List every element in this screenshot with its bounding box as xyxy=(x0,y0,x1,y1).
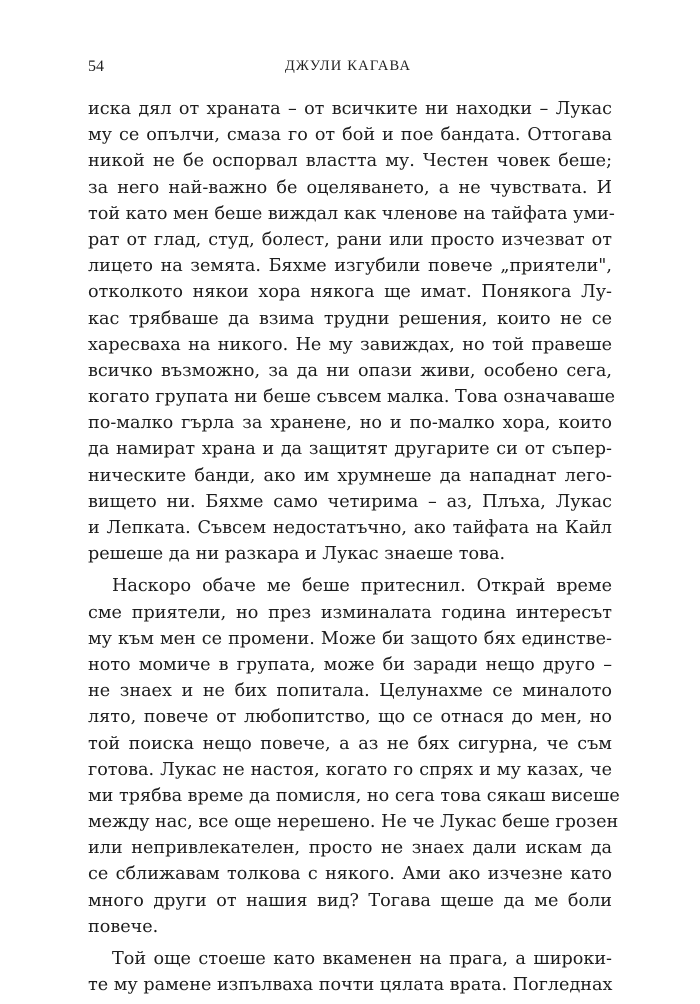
text-line: да намират храна и да защитят другарите си от съпер- xyxy=(88,439,612,460)
text-line: кас трябваше да взима трудни решения, които не се xyxy=(88,308,612,329)
body-text xyxy=(88,96,620,1004)
text-line: те му рамене изпълваха почти цялата врата. Погледнах xyxy=(88,975,613,996)
paragraph xyxy=(88,573,620,940)
text-line: рат от глад, студ, болест, рани или просто изчезват от xyxy=(88,229,612,250)
text-line: той поиска нещо повече, а аз не бях сигурна, че съм xyxy=(88,733,612,754)
text-line: вището ни. Бяхме само четирима – аз, Плъха, Лукас xyxy=(88,491,612,512)
text-line: по-малко гърла за хранене, но и по-малко хора, които xyxy=(88,413,612,434)
paragraph xyxy=(88,946,612,998)
text-line: и Лепката. Съвсем недостатъчно, ако тайфата на Кайл xyxy=(88,518,612,538)
text-line: повече. xyxy=(88,916,159,937)
text-line: всичко възможно, за да ни опази живи, особено сега, xyxy=(88,360,612,381)
text-line: никой не бе оспорвал властта му. Честен човек беше; xyxy=(88,151,612,172)
text-line: не знаех и не бих попитала. Целунахме се миналото xyxy=(88,681,612,702)
text-line: лято, повече от любопитство, що се отнася до мен, но xyxy=(88,707,612,728)
text-line: много други от нашия вид? Тогава щеше да ме боли xyxy=(88,890,612,911)
text-line: ното момиче в групата, може би заради нещо друго – xyxy=(88,654,612,675)
text-line: когато групата ни беше съвсем малка. Това означаваше xyxy=(88,387,616,408)
text-line: той като мен беше виждал как членове на тайфата уми- xyxy=(88,203,615,224)
text-line: или непривлекателен, просто не знаех дали искам да xyxy=(88,838,612,859)
text-line: между нас, все още нерешено. Не че Лукас беше грозен xyxy=(88,812,619,833)
text-line: му се опълчи, смаза го от бой и пое бандата. Оттогава xyxy=(88,125,612,146)
text-line: отколкото някои хора някога ще имат. Понякога Лу- xyxy=(88,282,612,303)
running-head: ДЖУЛИ КАГАВА xyxy=(284,58,412,74)
text-line: харесваха на никого. Не му завиждах, но той правеше xyxy=(88,334,612,355)
text-line: ми трябва време да помисля, но сега това сякаш висеше xyxy=(88,785,620,806)
paragraph xyxy=(88,96,616,567)
text-line: се сближавам толкова с някого. Ами ако изчезне като xyxy=(88,864,612,885)
text-line: му към мен се промени. Може би защото бях единстве- xyxy=(88,628,612,649)
text-line: иска дял от храната – от всичките ни находки – Лукас xyxy=(88,99,612,119)
text-line: ническите банди, ако им хрумнеше да нападнат лего- xyxy=(88,465,612,486)
text-line: Той още стоеше като вкаменен на прага, а широки- xyxy=(112,949,612,969)
page-number: 54 xyxy=(88,58,104,75)
text-line: лицето на земята. Бяхме изгубили повече „приятели", xyxy=(88,256,612,277)
text-line: решеше да ни разкара и Лукас знаеше това. xyxy=(88,544,506,565)
text-line: Наскоро обаче ме беше притеснил. Открай време xyxy=(112,576,612,597)
text-line: сме приятели, но през изминалата година интересът xyxy=(88,602,612,623)
page-header xyxy=(88,58,608,80)
text-line: готова. Лукас не настоя, когато го спрях и му казах, че xyxy=(88,759,612,780)
text-line: за него най-важно бе оцеляването, а не чувствата. И xyxy=(88,177,612,198)
